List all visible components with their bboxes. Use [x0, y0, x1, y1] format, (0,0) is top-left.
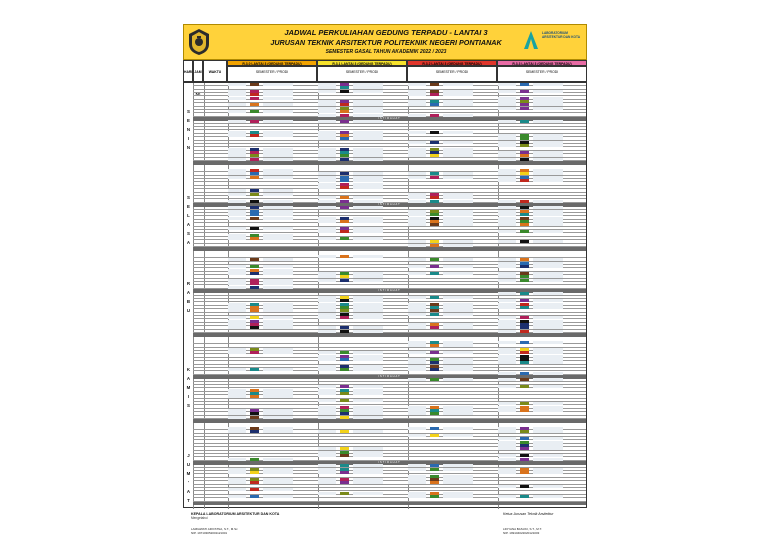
- footer-left-title: KEPALA LABORATORIUM ARSITEKTUR DAN KOTA: [191, 512, 280, 516]
- room-subheader-0: SEMESTER / PRODI: [227, 66, 317, 82]
- institution-seal-icon: [187, 28, 211, 56]
- day-letter: S: [187, 195, 190, 200]
- day-letter: A: [186, 376, 191, 381]
- footer-left-signature: [191, 527, 238, 535]
- day-letter: S: [187, 231, 190, 236]
- day-letter: I: [187, 136, 190, 141]
- footer-right-title: Ketua Jurusan Teknik Arsitektur: [503, 512, 554, 516]
- room-subheader-1: SEMESTER / PRODI: [317, 66, 407, 82]
- day-letter: E: [187, 118, 190, 123]
- room-subheader-2: SEMESTER / PRODI: [407, 66, 497, 82]
- room-subheader-3: SEMESTER / PRODI: [497, 66, 587, 82]
- day-letter: N: [186, 145, 191, 150]
- day-label-jumat: [184, 451, 193, 505]
- day-letter: N: [186, 127, 191, 132]
- day-letter: E: [187, 204, 190, 209]
- day-letter: U: [186, 462, 191, 467]
- break-row: ISTIRAHAT: [193, 203, 586, 207]
- footer-right-name: LIFIYANA BASUKI, S.T., M.T.: [503, 527, 542, 531]
- day-letter: S: [187, 403, 190, 408]
- lab-logo-text: LABORATORIUM ARSITEKTUR DAN KOTA: [542, 31, 581, 39]
- day-letter: M: [186, 385, 191, 390]
- room-header-1: R.3.1 LANTAI 3 (GEDUNG TERPADU): [317, 60, 407, 66]
- title-line-1: JADWAL PERKULIAHAN GEDUNG TERPADU - LANTAI 3: [284, 28, 488, 37]
- day-letter: I: [187, 394, 190, 399]
- title-line-3: SEMESTER GASAL TAHUN AKADEMIK 2022 / 2023: [325, 49, 447, 55]
- day-letter: B: [186, 299, 191, 304]
- day-letter: T: [187, 498, 190, 503]
- lab-logo: [522, 29, 582, 53]
- break-row: ISTIRAHAT: [193, 117, 586, 121]
- day-letter: L: [187, 213, 190, 218]
- footer-left-sub: Mengetahui: [191, 516, 208, 520]
- break-row: [193, 419, 586, 423]
- day-label-rabu: [184, 279, 193, 315]
- day-letter: M: [186, 471, 191, 476]
- day-letter: K: [186, 367, 191, 372]
- day-letter: ': [187, 480, 190, 485]
- header-banner: [183, 24, 587, 60]
- break-row: ISTIRAHAT: [193, 289, 586, 293]
- footer-left-nip: NIP. 197103052001121001: [191, 531, 228, 535]
- day-letter: A: [186, 290, 191, 295]
- break-row: ISTIRAHAT: [193, 461, 586, 465]
- day-letter: J: [187, 453, 190, 458]
- day-label-senin: [184, 107, 193, 152]
- col-jam-ke: JAM KE: [193, 60, 203, 82]
- day-letter: A: [186, 222, 191, 227]
- footer-left-name: LAMIAWATI ARIYATNA, S.T., M.Sc: [191, 527, 238, 531]
- schedule-sheet: [183, 24, 587, 536]
- day-letter: A: [186, 489, 191, 494]
- col-hari: HARI: [183, 60, 193, 82]
- title-line-2: JURUSAN TEKNIK ARSITEKTUR POLITEKNIK NEGERI PONTIANAK: [270, 38, 502, 47]
- day-letter: R: [186, 281, 191, 286]
- day-letter: U: [186, 308, 191, 313]
- schedule-grid: [183, 82, 587, 508]
- lab-logo-icon: [522, 29, 540, 51]
- col-waktu: WAKTU: [203, 60, 227, 82]
- break-row: ISTIRAHAT: [193, 375, 586, 379]
- room-header-0: R.3.0 LANTAI 3 (GEDUNG TERPADU): [227, 60, 317, 66]
- room-header-3: R.3.3 LANTAI 3 (GEDUNG TERPADU): [497, 60, 587, 66]
- footer-right-signature: [503, 527, 542, 535]
- day-label-selasa: [184, 193, 193, 247]
- day-letter: S: [187, 109, 190, 114]
- break-row: [193, 247, 586, 251]
- day-letter: A: [186, 240, 191, 245]
- footer-right-nip: NIP. 199104022020121003: [503, 531, 540, 535]
- column-headers: [183, 60, 587, 96]
- room-header-2: R.3.2 LANTAI 3 (GEDUNG TERPADU): [407, 60, 497, 66]
- break-row: [193, 502, 586, 506]
- day-label-kamis: [184, 365, 193, 410]
- break-row: [193, 333, 586, 337]
- break-row: [193, 161, 586, 165]
